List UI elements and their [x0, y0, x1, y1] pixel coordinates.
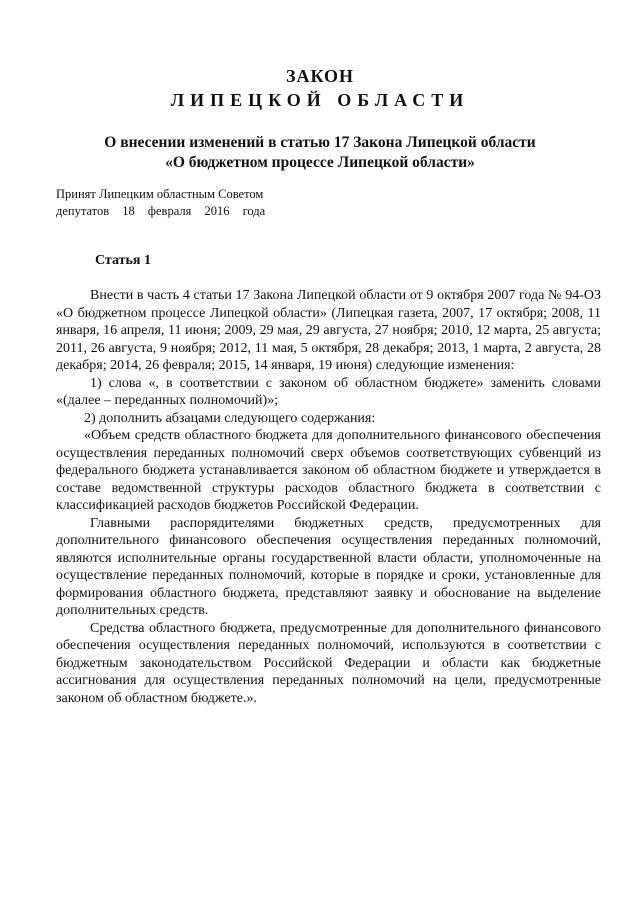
- paragraph: Главными распорядителями бюджетных средств, предусмотренных для дополнительного финансового обеспечения осуществления переданных полномочий, являются исполнительные органы государственной власти области, уполномоченные на осуществление переданных полномочий, которые в порядке и сроки, установленные для формирования областного бюджета, представляют заявку и обоснование на выделение дополнительных средств.: [56, 515, 601, 618]
- subject-line-1: О внесении изменений в статью 17 Закона Липецкой области: [104, 134, 536, 151]
- adoption-word-deputies: депутатов: [56, 204, 110, 218]
- paragraph: 2) дополнить абзацами следующего содержания:: [84, 410, 376, 426]
- paragraph: 1) слова «, в соответствии с законом об областном бюджете» заменить словами «(далее – переданных полномочий)»;: [56, 375, 601, 408]
- adoption-month: февраля: [147, 204, 192, 218]
- region-heading: ЛИПЕЦКОЙ ОБЛАСТИ: [170, 90, 470, 110]
- article-body: [56, 287, 601, 707]
- adoption-line-1: Принят Липецким областным Советом: [56, 187, 264, 201]
- article-title: Статья 1: [95, 253, 151, 268]
- paragraph: Внести в часть 4 статьи 17 Закона Липецкой области от 9 октября 2007 года № 94-ОЗ «О бюджетном процессе Липецкой области» (Липецкая газета, 2007, 17 октября; 2008, 11 января, 16 апреля, 11 июня; 2009, 29 мая, 29 августа, 27 ноября; 2010, 12 марта, 25 августа; 2011, 26 августа, 9 ноября; 2012, 11 мая, 5 октября, 28 декабря; 2013, 1 марта, 2 августа, 28 декабря; 2014, 26 февраля; 2015, 14 января, 19 июня) следующие изменения:: [56, 288, 601, 373]
- adoption-word-year: года: [242, 204, 266, 218]
- subject-line-2: «О бюджетном процессе Липецкой области»: [165, 154, 475, 171]
- law-heading: ЗАКОН: [285, 66, 355, 86]
- adoption-day: 18: [122, 204, 135, 218]
- law-subject: [0, 133, 640, 173]
- adoption-note: [56, 186, 275, 220]
- paragraph: «Объем средств областного бюджета для дополнительного финансового обеспечения осуществления переданных полномочий сверх объемов соответствующих субвенций из федерального бюджета устанавливается законом об областном бюджете и утверждается в составе ведомственной структуры расходов областного бюджета в соответствии с классификацией расходов бюджетов Российской Федерации.: [56, 428, 601, 513]
- adoption-year: 2016: [204, 204, 230, 218]
- adoption-date-line: [56, 203, 275, 220]
- paragraph: Средства областного бюджета, предусмотренные для дополнительного финансового обеспечения осуществления переданных полномочий, используются в соответствии с бюджетным законодательством Российской Федерации и области как бюджетные ассигнования для осуществления переданных полномочий на цели, предусмотренные законом об областном бюджете.».: [56, 620, 601, 706]
